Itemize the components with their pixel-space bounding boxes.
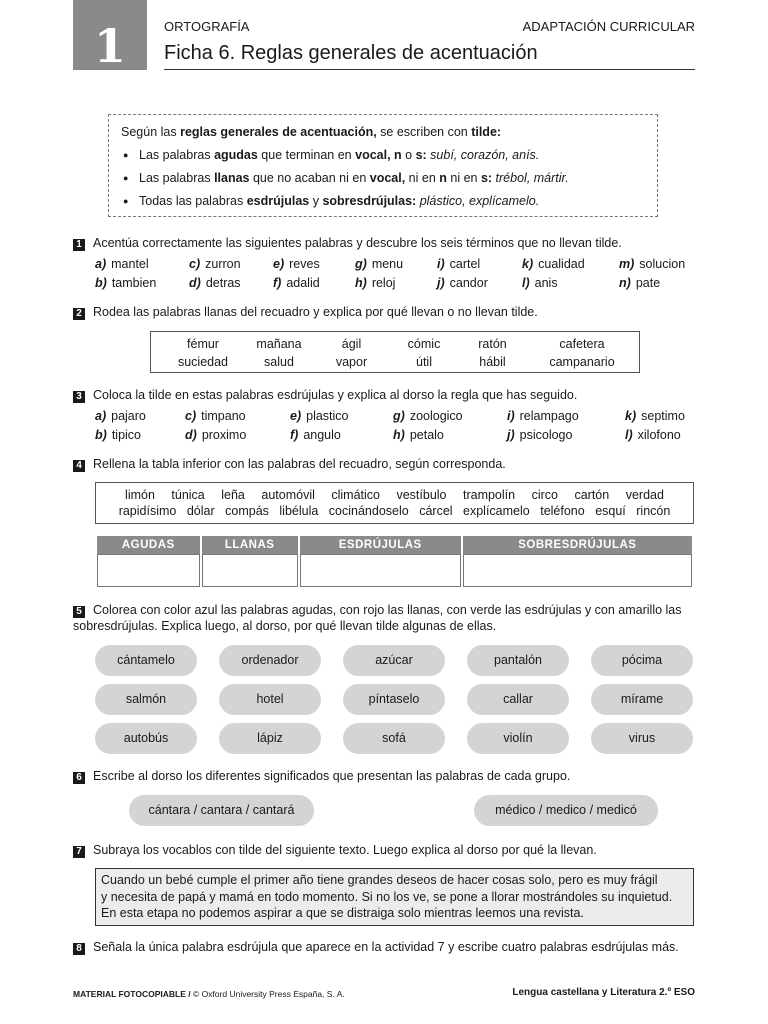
question-6 — [73, 769, 695, 784]
question-text: Subraya los vocablos con tilde del siguiente texto. Luego explica al dorso por qué la llevan. — [93, 843, 597, 857]
word: cafetera — [559, 337, 605, 351]
passage-line: En esta etapa no podemos aspirar a que se distraiga solo mientras leemos una revista. — [101, 906, 584, 920]
answer-cell-agudas[interactable] — [97, 554, 200, 587]
word: ágil — [341, 337, 362, 351]
list-item: c) timpano — [185, 409, 246, 423]
word-row — [96, 487, 693, 503]
rule-esdrujulas: ● Todas las palabras esdrújulas y sobresdrújulas: plástico, explícamelo. — [121, 190, 647, 213]
column-header-sobresdrujulas: SOBRESDRÚJULAS — [463, 536, 692, 554]
question-number: 3 — [73, 391, 85, 403]
list-item: j) psicologo — [507, 428, 573, 442]
word: útil — [416, 355, 432, 369]
word: cárcel — [419, 504, 453, 518]
list-item: d) proximo — [185, 428, 247, 442]
word-pill[interactable]: violín — [467, 723, 569, 754]
question-4 — [73, 457, 695, 472]
rules-summary-box — [108, 114, 658, 217]
list-item: g) zoologico — [393, 409, 463, 423]
column-header-llanas: LLANAS — [202, 536, 298, 554]
list-item: e) reves — [273, 257, 320, 271]
list-item: a) mantel — [95, 257, 149, 271]
list-item: a) pajaro — [95, 409, 146, 423]
word-pill[interactable]: ordenador — [219, 645, 321, 676]
list-item: g) menu — [355, 257, 404, 271]
list-item: l) xilofono — [625, 428, 681, 442]
footer-copyright: MATERIAL FOTOCOPIABLE / © Oxford University Press España, S. A. — [73, 989, 345, 999]
word: climático — [331, 488, 380, 502]
word: circo — [531, 488, 558, 502]
list-item: h) petalo — [393, 428, 444, 442]
word-pill[interactable]: cántamelo — [95, 645, 197, 676]
curriculum-label: ADAPTACIÓN CURRICULAR — [522, 19, 695, 34]
word: fémur — [187, 337, 219, 351]
footer-course: Lengua castellana y Literatura 2.º ESO — [512, 987, 695, 998]
word-pill[interactable]: hotel — [219, 684, 321, 715]
list-item: k) cualidad — [522, 257, 585, 271]
word: explícamelo — [463, 504, 530, 518]
word: hábil — [479, 355, 506, 369]
question-text: Rellena la tabla inferior con las palabras del recuadro, según corresponda. — [93, 457, 506, 471]
question-text: Colorea con color azul las palabras agudas, con rojo las llanas, con verde las esdrújulas y con amarillo las sobresdrújulas. Explica luego, al dorso, por qué llevan tilde algunas de ellas. — [73, 603, 682, 633]
list-item: b) tipico — [95, 428, 141, 442]
list-item: i) relampago — [507, 409, 579, 423]
word-pill[interactable]: lápiz — [219, 723, 321, 754]
classification-table — [95, 536, 694, 587]
word: cómic — [407, 337, 441, 351]
list-item: k) septimo — [625, 409, 685, 423]
word-pill[interactable]: sofá — [343, 723, 445, 754]
word: campanario — [549, 355, 615, 369]
word-pill[interactable]: salmón — [95, 684, 197, 715]
word: automóvil — [261, 488, 315, 502]
word: leña — [221, 488, 245, 502]
list-item: h) reloj — [355, 276, 396, 290]
word: compás — [225, 504, 269, 518]
word: vapor — [335, 355, 368, 369]
word: suciedad — [177, 355, 229, 369]
column-header-agudas: AGUDAS — [97, 536, 200, 554]
word: rapidísimo — [118, 504, 177, 518]
rules-intro: Según las reglas generales de acentuación, se escriben con tilde: — [121, 125, 502, 139]
word: trampolín — [462, 488, 516, 502]
list-item: b) tambien — [95, 276, 157, 290]
q2-word-box — [150, 331, 640, 373]
word: vestíbulo — [396, 488, 447, 502]
word: limón — [125, 488, 155, 502]
word: cartón — [574, 488, 610, 502]
question-1 — [73, 236, 695, 251]
q4-word-box — [95, 482, 694, 524]
q3-word-list — [95, 409, 695, 442]
word: cocinándoselo — [328, 504, 409, 518]
word-pill[interactable]: callar — [467, 684, 569, 715]
question-number: 1 — [73, 239, 85, 251]
word: dólar — [186, 504, 215, 518]
q1-word-list — [95, 257, 695, 290]
question-number: 4 — [73, 460, 85, 472]
question-text: Escribe al dorso los diferentes significados que presentan las palabras de cada grupo. — [93, 769, 571, 783]
unit-number: 1 — [73, 0, 147, 70]
reading-passage — [95, 868, 694, 926]
question-8 — [73, 940, 695, 955]
word-row — [96, 503, 693, 519]
word: libélula — [279, 504, 319, 518]
word-pill[interactable]: pócima — [591, 645, 693, 676]
question-text: Coloca la tilde en estas palabras esdrújulas y explica al dorso la regla que has seguido. — [93, 388, 578, 402]
question-number: 7 — [73, 846, 85, 858]
question-number: 6 — [73, 772, 85, 784]
list-item: m) solucion — [619, 257, 686, 271]
list-item: f) adalid — [273, 276, 320, 290]
word-pill[interactable]: mírame — [591, 684, 693, 715]
question-3 — [73, 388, 695, 403]
question-number: 5 — [73, 606, 85, 618]
list-item: n) pate — [619, 276, 661, 290]
question-2 — [73, 305, 695, 320]
word: verdad — [625, 488, 664, 502]
answer-cell-llanas[interactable] — [202, 554, 298, 587]
word-pill[interactable]: autobús — [95, 723, 197, 754]
passage-line: y necesita de papá y mamá en todo momento. Si no los ve, se pone a llorar mostrándoles su inquietud. — [101, 889, 673, 904]
passage-line: Cuando un bebé cumple el primer año tiene grandes deseos de hacer cosas solo, pero es muy frágil — [101, 873, 658, 887]
word: túnica — [171, 488, 205, 502]
word: salud — [264, 355, 294, 369]
question-7 — [73, 843, 695, 858]
answer-cell-esdrujulas[interactable] — [300, 554, 461, 587]
question-number: 8 — [73, 943, 85, 955]
list-item: f) angulo — [290, 428, 341, 442]
list-item: d) detras — [189, 276, 241, 290]
rule-agudas: ● Las palabras agudas que terminan en vocal, n o s: subí, corazón, anís. — [121, 144, 647, 167]
word: mañana — [256, 337, 302, 351]
q5-word-pills — [95, 645, 695, 754]
list-item: j) candor — [437, 276, 488, 290]
word-pill[interactable]: pantalón — [467, 645, 569, 676]
word-pill[interactable]: píntaselo — [343, 684, 445, 715]
word: rincón — [636, 504, 671, 518]
header-divider — [164, 69, 695, 70]
word-group-pill[interactable]: cántara / cantara / cantará — [129, 795, 314, 826]
page-title: Ficha 6. Reglas generales de acentuación — [164, 42, 538, 64]
list-item: c) zurron — [189, 257, 241, 271]
word-group-pill[interactable]: médico / medico / medicó — [474, 795, 658, 826]
word: ratón — [478, 337, 507, 351]
word-pill[interactable]: azúcar — [343, 645, 445, 676]
list-item: i) cartel — [437, 257, 481, 271]
question-text: Señala la única palabra esdrújula que aparece en la actividad 7 y escribe cuatro palabras esdrújulas más. — [93, 940, 679, 954]
answer-cell-sobresdrujulas[interactable] — [463, 554, 692, 587]
list-item: l) anis — [522, 276, 558, 290]
rule-llanas: ● Las palabras llanas que no acaban ni en vocal, ni en n ni en s: trébol, mártir. — [121, 167, 647, 190]
question-text: Rodea las palabras llanas del recuadro y explica por qué llevan o no llevan tilde. — [93, 305, 538, 319]
question-5 — [73, 602, 695, 634]
word-pill[interactable]: virus — [591, 723, 693, 754]
column-header-esdrujulas: ESDRÚJULAS — [300, 536, 461, 554]
question-number: 2 — [73, 308, 85, 320]
section-category: ORTOGRAFÍA — [164, 19, 250, 34]
question-text: Acentúa correctamente las siguientes palabras y descubre los seis términos que no llevan tilde. — [93, 236, 622, 250]
word: esquí — [595, 504, 626, 518]
word: teléfono — [540, 504, 585, 518]
list-item: e) plastico — [290, 409, 349, 423]
